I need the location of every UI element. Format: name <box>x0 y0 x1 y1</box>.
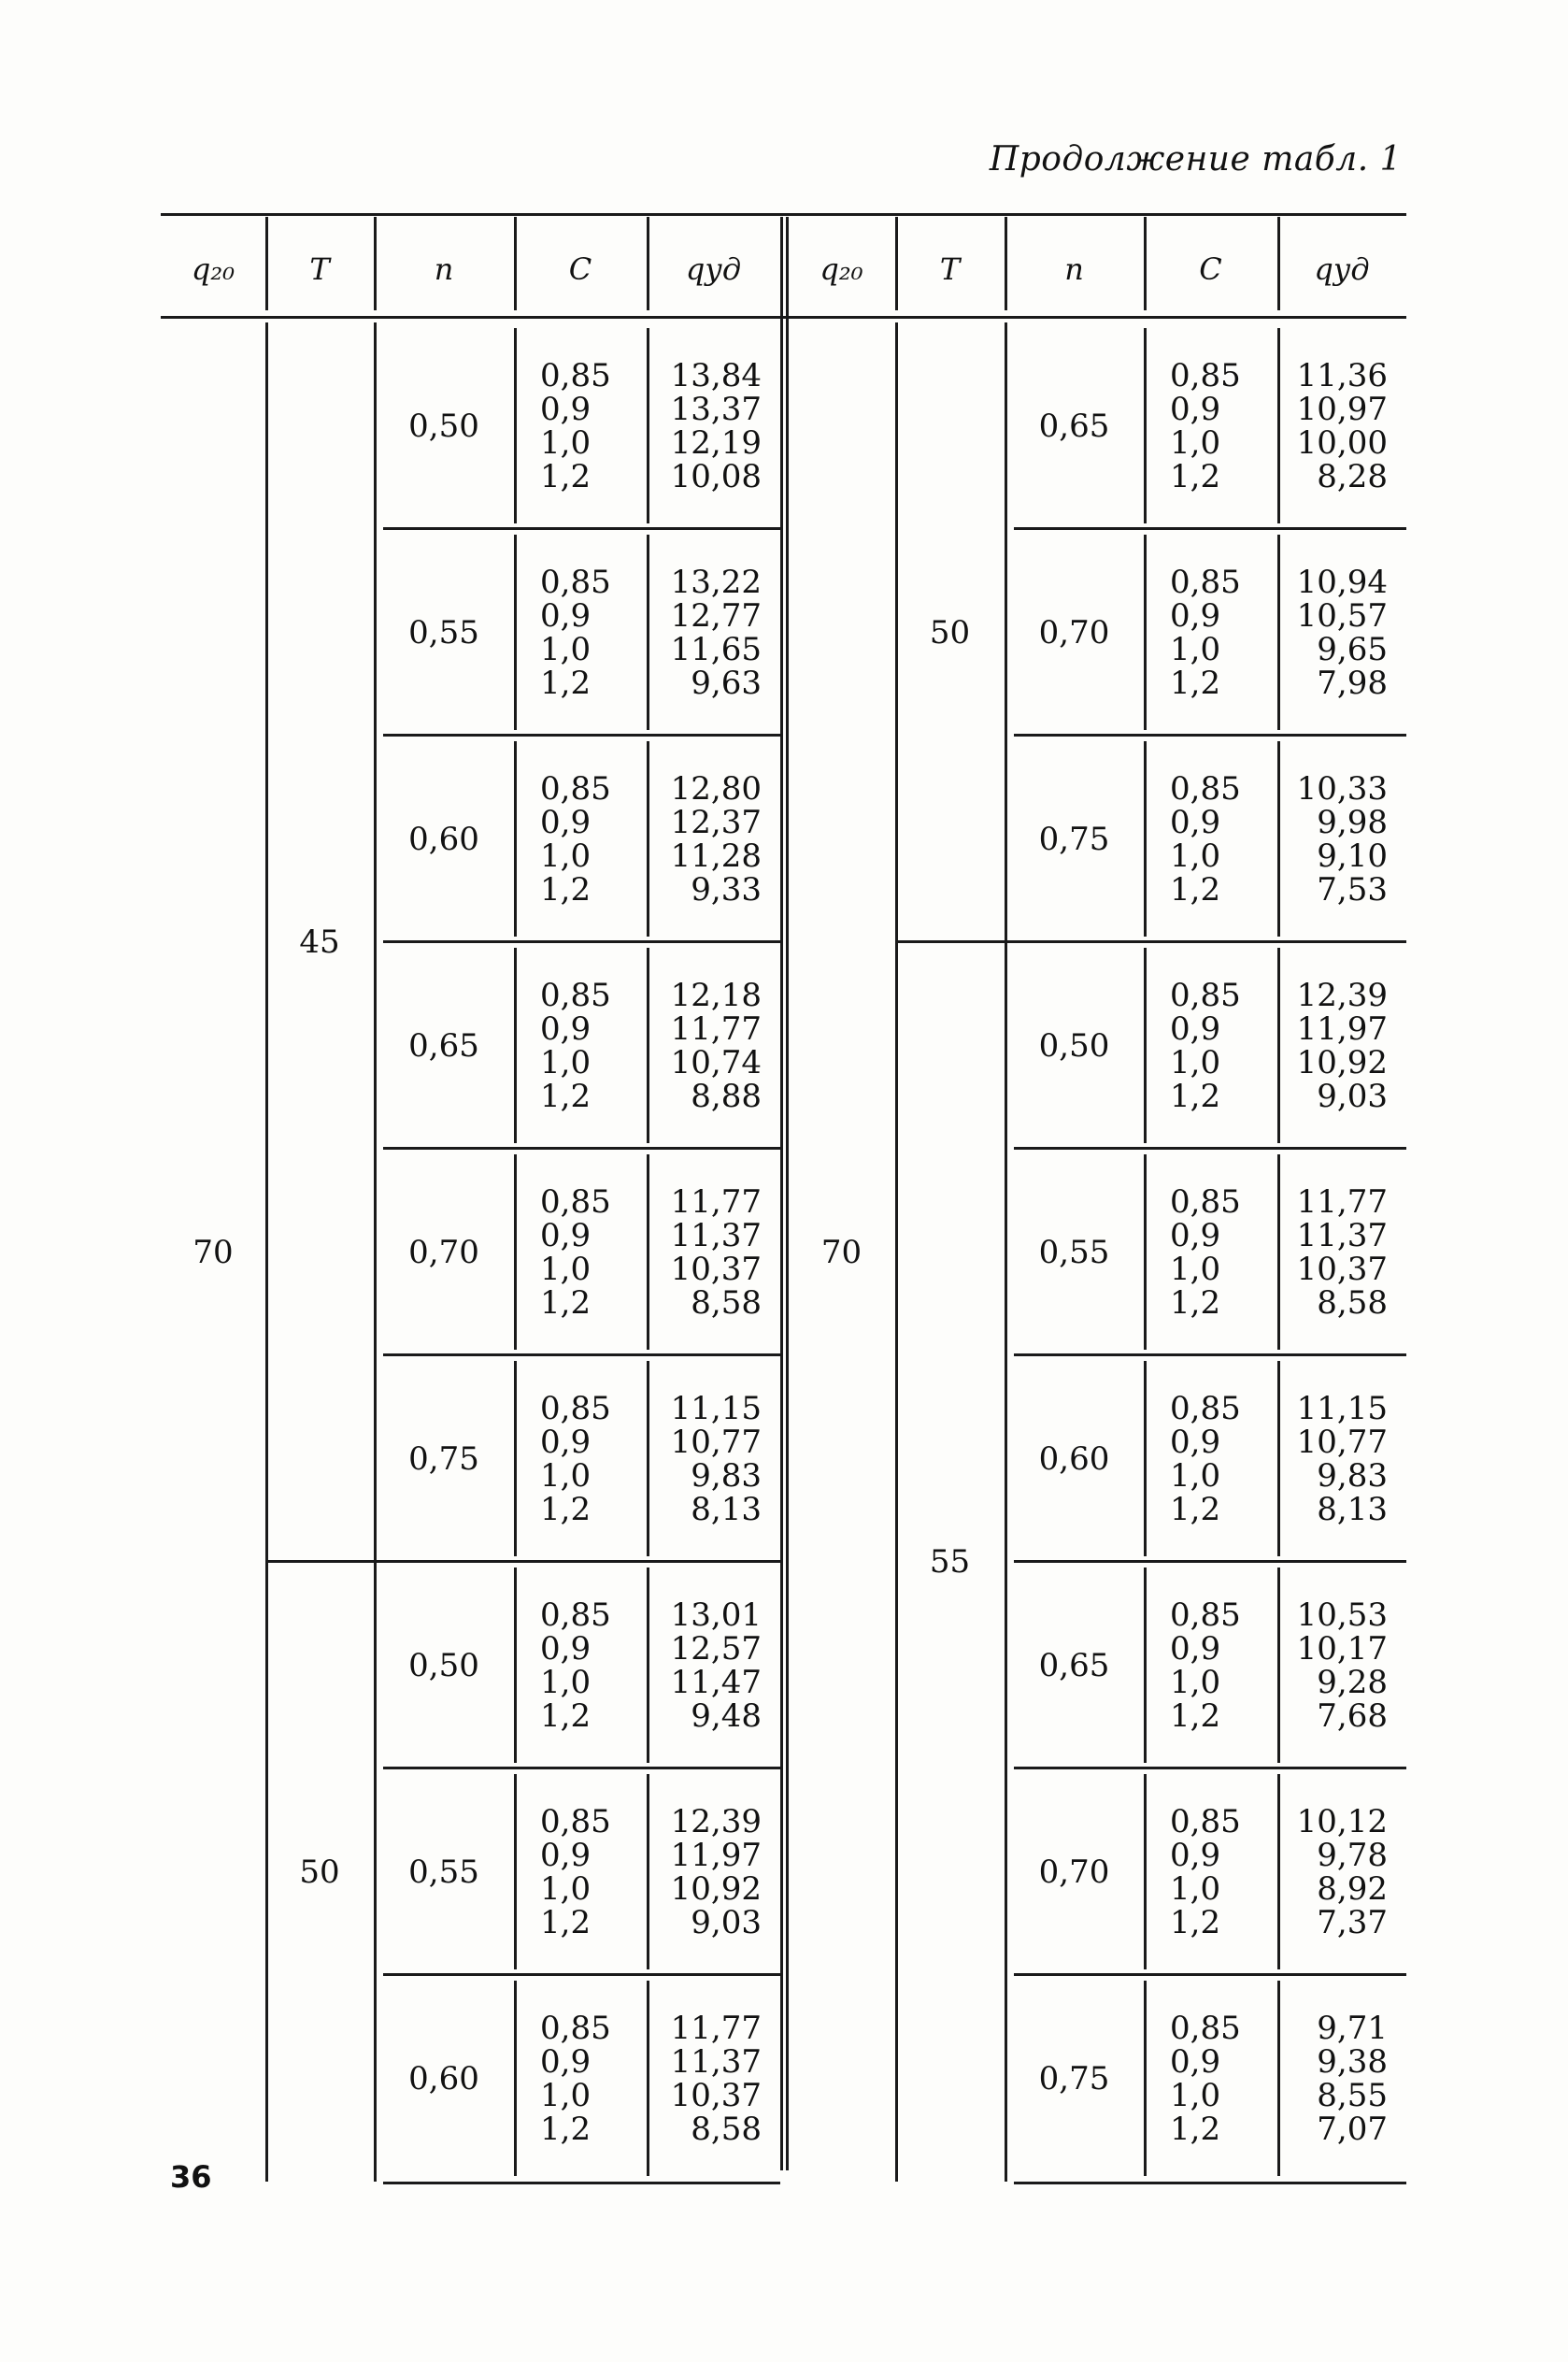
header-column-rule <box>1005 217 1007 310</box>
c-value: 1,0 <box>540 837 592 875</box>
n-value: 0,70 <box>1038 613 1110 651</box>
n-value: 0,55 <box>408 1853 479 1891</box>
q-ud-value: 13,37 <box>670 390 762 428</box>
q-ud-value: 10,77 <box>670 1423 762 1461</box>
q-ud-value: 9,38 <box>1317 2042 1388 2081</box>
c-values <box>1170 1389 1241 1528</box>
n-column-rule <box>1144 1568 1147 1763</box>
q-ud-value: 12,80 <box>670 769 762 808</box>
q-ud-value: 7,37 <box>1317 1903 1388 1941</box>
c-value: 0,9 <box>1170 1216 1221 1254</box>
q-ud-value: 8,28 <box>1317 457 1388 495</box>
c-values <box>540 1802 611 1941</box>
q-ud-value: 10,37 <box>1296 1250 1388 1288</box>
q-ud-value: 9,83 <box>1317 1456 1388 1495</box>
q-ud-values <box>656 2011 762 2146</box>
c-value: 0,85 <box>540 976 611 1014</box>
q-ud-value: 10,92 <box>1296 1043 1388 1081</box>
c-value: 0,9 <box>1170 1836 1221 1874</box>
q-ud-value: 7,68 <box>1317 1696 1388 1735</box>
q-ud-value: 7,98 <box>1317 664 1388 702</box>
n-value: 0,75 <box>1038 2059 1110 2097</box>
c-value: 0,9 <box>1170 803 1221 841</box>
q-ud-value: 10,37 <box>670 2076 762 2114</box>
q-ud-value: 10,37 <box>670 1250 762 1288</box>
n-value: 0,55 <box>1038 1233 1110 1271</box>
column-header-q20-right: q₂₀ <box>820 251 863 287</box>
c-value: 1,0 <box>1170 2076 1221 2114</box>
q-ud-value: 10,00 <box>1296 423 1388 462</box>
c-value: 1,0 <box>1170 1043 1221 1081</box>
c-value: 1,2 <box>1170 1903 1221 1941</box>
q-ud-values <box>1287 976 1388 1115</box>
column-header-t-left: T <box>309 251 330 287</box>
c-value: 0,9 <box>540 1216 592 1254</box>
c-value: 0,85 <box>1170 356 1241 394</box>
c-value: 0,85 <box>1170 1389 1241 1427</box>
c-column-rule <box>1277 1568 1280 1763</box>
q-ud-value: 8,92 <box>1317 1869 1388 1908</box>
c-values <box>540 2011 611 2146</box>
c-value: 0,9 <box>1170 1423 1221 1461</box>
q-ud-value: 11,77 <box>670 2009 762 2047</box>
c-value: 0,9 <box>540 1009 592 1048</box>
t-value-right: 50 <box>929 613 971 651</box>
q-ud-values <box>656 1182 762 1322</box>
c-value: 0,9 <box>540 596 592 635</box>
c-value: 0,9 <box>540 1836 592 1874</box>
q-ud-value: 11,28 <box>670 837 762 875</box>
c-value: 0,85 <box>1170 1596 1241 1634</box>
q-ud-value: 11,77 <box>1296 1182 1388 1221</box>
q-ud-value: 12,37 <box>670 803 762 841</box>
n-column-rule <box>514 741 517 937</box>
n-column-rule <box>1144 1774 1147 1969</box>
c-value: 1,2 <box>540 1283 592 1322</box>
c-value: 1,0 <box>1170 1456 1221 1495</box>
q-ud-value: 10,97 <box>1296 390 1388 428</box>
c-value: 1,2 <box>540 1077 592 1115</box>
q-ud-value: 9,83 <box>691 1456 762 1495</box>
column-header-n-right: n <box>1064 251 1084 287</box>
c-value: 1,2 <box>1170 664 1221 702</box>
q-ud-value: 8,55 <box>1317 2076 1388 2114</box>
n-column-rule <box>514 535 517 730</box>
q-ud-values <box>1287 1598 1388 1733</box>
q-ud-value: 9,65 <box>1317 630 1388 668</box>
header-column-rule <box>265 217 268 310</box>
q-ud-value: 8,13 <box>691 1490 762 1528</box>
c-value: 0,85 <box>540 1389 611 1427</box>
c-value: 0,85 <box>1170 976 1241 1014</box>
q-ud-values <box>1287 565 1388 700</box>
c-column-rule <box>647 741 649 937</box>
c-value: 0,9 <box>540 803 592 841</box>
c-column-rule <box>1277 948 1280 1143</box>
c-value: 1,0 <box>540 423 592 462</box>
c-column-rule <box>647 1568 649 1763</box>
c-values <box>1170 565 1241 700</box>
c-values <box>1170 2011 1241 2146</box>
n-column-rule <box>514 328 517 523</box>
c-value: 1,0 <box>540 1456 592 1495</box>
c-values <box>540 1598 611 1733</box>
c-value: 0,85 <box>540 769 611 808</box>
c-value: 0,85 <box>540 1802 611 1840</box>
n-column-rule <box>514 948 517 1143</box>
c-value: 0,9 <box>540 390 592 428</box>
t-value-left: 45 <box>299 923 340 961</box>
c-value: 0,85 <box>540 1596 611 1634</box>
table-top-rule <box>161 213 1406 216</box>
c-column-rule <box>1277 535 1280 730</box>
c-value: 0,9 <box>540 1629 592 1668</box>
c-values <box>540 769 611 909</box>
c-value: 0,9 <box>1170 1629 1221 1668</box>
n-value: 0,50 <box>1038 1026 1110 1065</box>
q-ud-value: 7,07 <box>1317 2110 1388 2148</box>
c-values <box>1170 356 1241 495</box>
q-ud-value: 9,71 <box>1317 2009 1388 2047</box>
c-value: 0,85 <box>540 563 611 601</box>
c-column-rule <box>647 948 649 1143</box>
q-ud-value: 8,58 <box>691 2110 762 2148</box>
n-value: 0,70 <box>1038 1853 1110 1891</box>
column-header-c-left: C <box>568 251 592 287</box>
q-ud-value: 11,37 <box>670 1216 762 1254</box>
c-value: 1,2 <box>1170 457 1221 495</box>
q-ud-value: 11,97 <box>670 1836 762 1874</box>
header-column-rule <box>647 217 649 310</box>
c-value: 0,9 <box>540 1423 592 1461</box>
n-value: 0,70 <box>408 1233 479 1271</box>
t-group-rule <box>895 940 1406 943</box>
c-values <box>540 976 611 1115</box>
header-column-rule <box>514 217 517 310</box>
q-ud-value: 12,57 <box>670 1629 762 1668</box>
n-value: 0,50 <box>408 1646 479 1684</box>
c-value: 1,2 <box>1170 870 1221 909</box>
c-values <box>540 356 611 495</box>
q-ud-value: 8,13 <box>1317 1490 1388 1528</box>
n-column-rule <box>514 1568 517 1763</box>
c-value: 0,85 <box>1170 2009 1241 2047</box>
q-ud-value: 9,63 <box>691 664 762 702</box>
n-value: 0,50 <box>408 407 479 445</box>
q-ud-value: 11,97 <box>1296 1009 1388 1048</box>
q-ud-values <box>1287 1389 1388 1528</box>
n-column-rule <box>1144 535 1147 730</box>
q-ud-value: 11,15 <box>1296 1389 1388 1427</box>
t-value-right: 55 <box>929 1543 971 1581</box>
q20-value-left: 70 <box>192 1233 234 1271</box>
n-value: 0,60 <box>1038 1439 1110 1478</box>
n-value: 0,60 <box>408 820 479 858</box>
c-column-rule <box>1277 328 1280 523</box>
q-ud-values <box>656 565 762 700</box>
q-ud-value: 10,33 <box>1296 769 1388 808</box>
c-value: 1,0 <box>540 1869 592 1908</box>
c-value: 1,0 <box>1170 1869 1221 1908</box>
c-values <box>1170 1182 1241 1322</box>
q-ud-value: 11,47 <box>670 1663 762 1701</box>
q20-value-right: 70 <box>820 1233 862 1271</box>
c-value: 0,85 <box>1170 563 1241 601</box>
c-value: 0,85 <box>540 356 611 394</box>
c-column-rule <box>647 328 649 523</box>
q-ud-values <box>656 769 762 909</box>
q-ud-value: 11,37 <box>1296 1216 1388 1254</box>
q-ud-value: 13,01 <box>670 1596 762 1634</box>
header-column-rule <box>895 217 898 310</box>
c-value: 1,2 <box>540 870 592 909</box>
q-ud-values <box>1287 1802 1388 1941</box>
c-value: 0,85 <box>1170 1182 1241 1221</box>
c-value: 1,2 <box>540 1696 592 1735</box>
q-ud-values <box>656 356 762 495</box>
c-value: 1,0 <box>1170 1250 1221 1288</box>
column-header-n-left: n <box>434 251 454 287</box>
n-column-rule <box>514 1981 517 2176</box>
c-column-rule <box>1277 1361 1280 1556</box>
q-ud-value: 12,77 <box>670 596 762 635</box>
c-values <box>1170 1598 1241 1733</box>
q-ud-value: 9,33 <box>691 870 762 909</box>
q-ud-value: 10,17 <box>1296 1629 1388 1668</box>
c-value: 0,85 <box>1170 769 1241 808</box>
q-ud-value: 10,77 <box>1296 1423 1388 1461</box>
n-value: 0,65 <box>1038 407 1110 445</box>
c-values <box>540 1389 611 1528</box>
q-ud-value: 9,98 <box>1317 803 1388 841</box>
c-value: 1,0 <box>540 1043 592 1081</box>
c-value: 1,0 <box>540 1250 592 1288</box>
q-ud-value: 7,53 <box>1317 870 1388 909</box>
q-ud-value: 9,48 <box>691 1696 762 1735</box>
c-value: 0,9 <box>1170 390 1221 428</box>
header-column-rule <box>1277 217 1280 310</box>
q-ud-value: 11,77 <box>670 1182 762 1221</box>
c-value: 1,2 <box>540 457 592 495</box>
c-value: 1,0 <box>1170 837 1221 875</box>
q-ud-value: 9,10 <box>1317 837 1388 875</box>
q-ud-values <box>656 976 762 1115</box>
c-value: 0,9 <box>1170 596 1221 635</box>
t-group-rule <box>265 1560 780 1563</box>
n-column-rule <box>514 1154 517 1350</box>
c-column-rule <box>647 535 649 730</box>
c-value: 0,9 <box>1170 1009 1221 1048</box>
q-ud-value: 11,77 <box>670 1009 762 1048</box>
c-values <box>1170 976 1241 1115</box>
q-ud-value: 10,94 <box>1296 563 1388 601</box>
n-column-rule <box>1144 741 1147 937</box>
n-column-rule <box>1144 328 1147 523</box>
q-ud-value: 10,92 <box>670 1869 762 1908</box>
q-ud-value: 10,53 <box>1296 1596 1388 1634</box>
page-number: 36 <box>170 2159 212 2195</box>
table-bottom-rule <box>1014 2182 1406 2184</box>
q-ud-value: 10,57 <box>1296 596 1388 635</box>
q-ud-value: 13,22 <box>670 563 762 601</box>
c-value: 1,2 <box>1170 2110 1221 2148</box>
column-header-q-ud-right: qуд <box>1314 251 1370 287</box>
q-ud-value: 12,39 <box>670 1802 762 1840</box>
c-values <box>1170 1802 1241 1941</box>
n-value: 0,55 <box>408 613 479 651</box>
n-column-rule <box>1144 948 1147 1143</box>
c-value: 1,2 <box>540 664 592 702</box>
t-value-left: 50 <box>299 1853 340 1891</box>
column-header-q-ud-left: qуд <box>685 251 742 287</box>
c-values <box>540 1182 611 1322</box>
c-column-rule <box>647 1361 649 1556</box>
c-value: 0,85 <box>1170 1802 1241 1840</box>
c-values <box>1170 769 1241 909</box>
c-value: 1,2 <box>540 2110 592 2148</box>
table-bottom-rule <box>383 2182 780 2184</box>
q-ud-value: 8,58 <box>1317 1283 1388 1322</box>
q-ud-value: 9,78 <box>1317 1836 1388 1874</box>
q-ud-value: 12,19 <box>670 423 762 462</box>
c-values <box>540 565 611 700</box>
c-value: 1,0 <box>540 2076 592 2114</box>
q-ud-value: 12,39 <box>1296 976 1388 1014</box>
column-header-q20-left: q₂₀ <box>191 251 235 287</box>
c-value: 1,0 <box>540 630 592 668</box>
q-ud-value: 12,18 <box>670 976 762 1014</box>
q-ud-values <box>1287 2011 1388 2146</box>
c-value: 1,2 <box>540 1903 592 1941</box>
q-ud-values <box>656 1389 762 1528</box>
c-column-rule <box>1277 1981 1280 2176</box>
c-column-rule <box>1277 741 1280 937</box>
q-ud-value: 11,65 <box>670 630 762 668</box>
q-ud-value: 11,37 <box>670 2042 762 2081</box>
q-ud-value: 10,12 <box>1296 1802 1388 1840</box>
c-value: 0,9 <box>540 2042 592 2081</box>
q-ud-values <box>1287 356 1388 495</box>
n-value: 0,75 <box>1038 820 1110 858</box>
q-ud-value: 10,08 <box>670 457 762 495</box>
c-value: 0,85 <box>540 1182 611 1221</box>
n-value: 0,65 <box>408 1026 479 1065</box>
c-column-rule <box>1277 1774 1280 1969</box>
n-column-rule <box>1144 1981 1147 2176</box>
q-ud-value: 13,84 <box>670 356 762 394</box>
q-ud-values <box>656 1598 762 1733</box>
q-ud-values <box>1287 1182 1388 1322</box>
q-ud-value: 8,88 <box>691 1077 762 1115</box>
c-value: 1,2 <box>1170 1490 1221 1528</box>
table-caption: Продолжение табл. 1 <box>989 140 1402 179</box>
column-header-t-right: T <box>939 251 961 287</box>
c-column-rule <box>1277 1154 1280 1350</box>
q-ud-value: 10,74 <box>670 1043 762 1081</box>
c-value: 1,0 <box>1170 1663 1221 1701</box>
c-column-rule <box>647 1774 649 1969</box>
n-value: 0,60 <box>408 2059 479 2097</box>
c-value: 1,2 <box>1170 1696 1221 1735</box>
q-ud-values <box>656 1802 762 1941</box>
n-column-rule <box>514 1361 517 1556</box>
q-ud-value: 8,58 <box>691 1283 762 1322</box>
n-value: 0,75 <box>408 1439 479 1478</box>
q-ud-value: 11,36 <box>1296 356 1388 394</box>
header-column-rule <box>374 217 377 310</box>
c-value: 0,9 <box>1170 2042 1221 2081</box>
c-value: 1,2 <box>1170 1077 1221 1115</box>
c-column-rule <box>647 1154 649 1350</box>
c-value: 0,85 <box>540 2009 611 2047</box>
c-value: 1,2 <box>540 1490 592 1528</box>
c-value: 1,0 <box>540 1663 592 1701</box>
n-column-rule <box>1144 1154 1147 1350</box>
q-ud-values <box>1287 769 1388 909</box>
column-header-c-right: C <box>1199 251 1222 287</box>
c-column-rule <box>647 1981 649 2176</box>
n-column-rule <box>1144 1361 1147 1556</box>
q-ud-value: 9,28 <box>1317 1663 1388 1701</box>
c-value: 1,0 <box>1170 630 1221 668</box>
n-column-rule <box>514 1774 517 1969</box>
c-value: 1,0 <box>1170 423 1221 462</box>
c-value: 1,2 <box>1170 1283 1221 1322</box>
q-ud-value: 9,03 <box>1317 1077 1388 1115</box>
q-ud-value: 9,03 <box>691 1903 762 1941</box>
q-ud-value: 11,15 <box>670 1389 762 1427</box>
header-column-rule <box>1144 217 1147 310</box>
n-value: 0,65 <box>1038 1646 1110 1684</box>
